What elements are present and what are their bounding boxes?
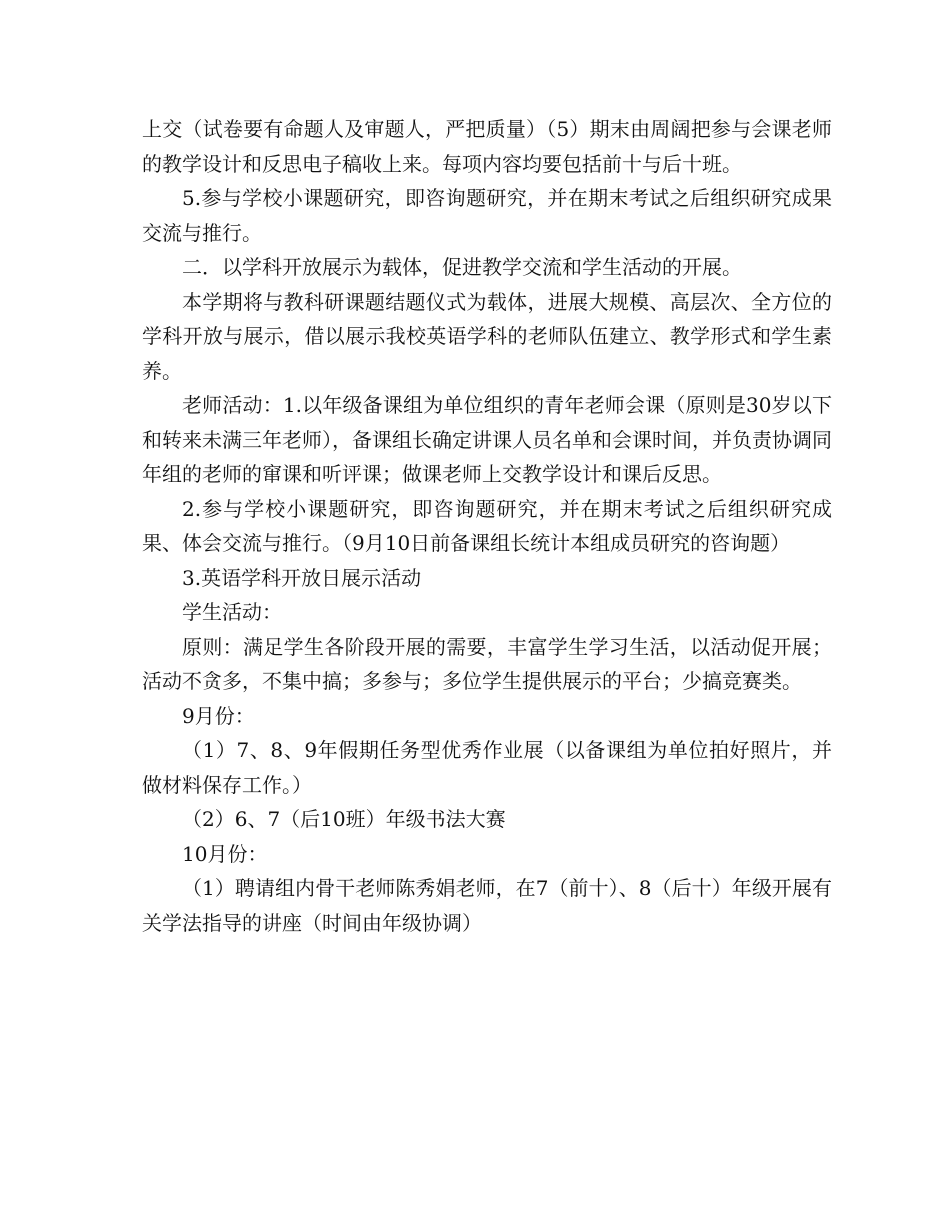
paragraph-student-activities: 学生活动： [182, 600, 282, 624]
paragraph-research-5: 5.参与学校小课题研究，即咨询题研究，并在期末考试之后组织研究成果交流与推行。 [142, 186, 832, 245]
paragraph-principle: 原则：满足学生各阶段开展的需要，丰富学生学习生活，以活动促开展；活动不贪多，不集中搞；多参与；多位学生提供展示的平台；少搞竞赛类。 [142, 634, 832, 693]
paragraph-teacher-activities: 老师活动：1.以年级备课组为单位组织的青年老师会课（原则是30岁以下和转来未满三年老师），备课组长确定讲课人员名单和会课时间，并负责协调同年组的老师的窜课和听评课；做课老师上交教学设计和课后反思。 [142, 393, 832, 486]
paragraph-september: 9月份： [182, 703, 255, 728]
paragraph-exam-submission: 上交（试卷要有命题人及审题人，严把质量）（5）期末由周阔把参与会课老师的教学设计和反思电子稿收上来。每项内容均要包括前十与后十班。 [142, 117, 832, 176]
document-body [142, 112, 832, 940]
paragraph-open-day: 3.英语学科开放日展示活动 [182, 565, 422, 590]
paragraph-september-item-1: （1）7、8、9年假期任务型优秀作业展（以备课组为单位拍好照片，并做材料保存工作。） [142, 738, 832, 797]
paragraph-semester-plan: 本学期将与教科研课题结题仪式为载体，进展大规模、高层次、全方位的学科开放与展示，借以展示我校英语学科的老师队伍建立、教学形式和学生素养。 [142, 289, 832, 383]
paragraph-october-item-1: （1）聘请组内骨干老师陈秀娟老师，在7（前十）、8（后十）年级开展有关学法指导的讲座（时间由年级协调） [142, 876, 832, 935]
paragraph-research-2: 2.参与学校小课题研究，即咨询题研究，并在期末考试之后组织研究成果、体会交流与推行。（9月10日前备课组长统计本组成员研究的咨询题） [142, 496, 832, 555]
paragraph-october: 10月份： [182, 841, 268, 866]
section-heading-two: 二．以学科开放展示为载体，促进教学交流和学生活动的开展。 [182, 255, 742, 279]
paragraph-september-item-2: （2）6、7（后10班）年级书法大赛 [182, 807, 506, 831]
